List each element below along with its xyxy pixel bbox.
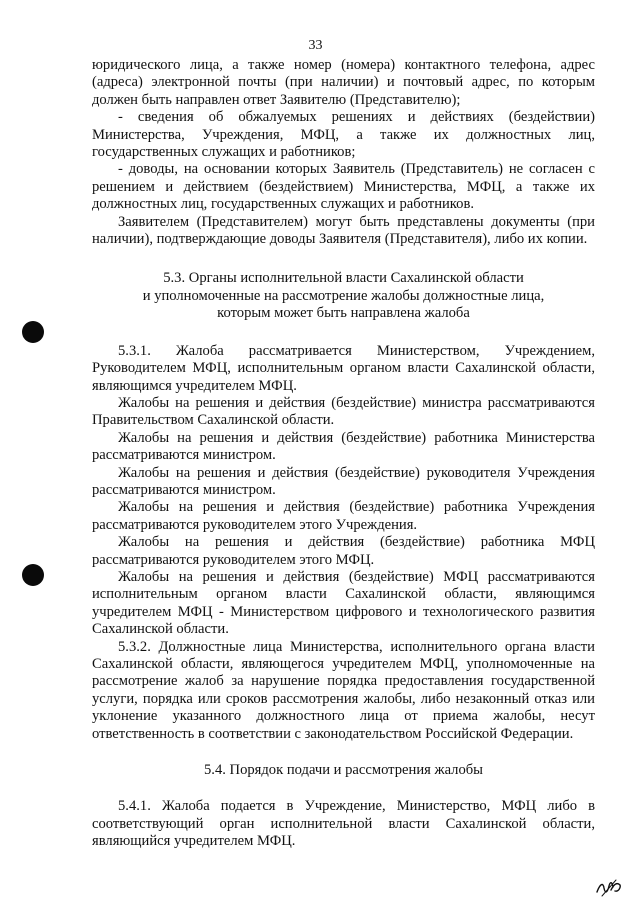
paragraph: юридического лица, а также номер (номера) контактного телефона, адрес (адреса) электронной почты (при наличии) и почтовый адрес, по которым должен быть направлен ответ Заявителю (Представителю); (92, 57, 595, 108)
punch-hole-bottom (22, 564, 44, 586)
section-heading-line: 5.3. Органы исполнительной власти Сахалинской области (163, 270, 524, 287)
section-heading-line: и уполномоченные на рассмотрение жалобы должностные лица, (142, 287, 545, 304)
document-body (92, 57, 595, 851)
spacer (92, 779, 595, 798)
paragraph: 5.4.1. Жалоба подается в Учреждение, Министерство, МФЦ либо в соответствующий орган исполнительной власти Сахалинской области, являющийся учредителем МФЦ. (92, 798, 595, 850)
paragraph: Жалобы на решения и действия (бездействие) работника Министерства рассматриваются министром. (92, 429, 595, 464)
page-number: 33 (308, 38, 323, 53)
spacer (92, 323, 595, 343)
punch-hole-top (22, 321, 44, 343)
paragraph: - доводы, на основании которых Заявитель (Представитель) не согласен с решением и действием (бездействием) Министерства, МФЦ, а также их должностных лиц, государственных служащих и работников. (92, 161, 595, 213)
paragraph: 5.3.1. Жалоба рассматривается Министерством, Учреждением, Руководителем МФЦ, исполнительным органом власти Сахалинской области, являющимся учредителем МФЦ. (92, 342, 595, 394)
signature-mark (594, 876, 624, 900)
paragraph: 5.3.2. Должностные лица Министерства, исполнительного органа власти Сахалинской области, являющегося учредителем МФЦ, уполномоченные на рассмотрение жалоб за нарушение порядка предоставления государственной услуги, порядка или сроков рассмотрения жалобы, либо незаконный отказ или уклонение указанного должностного лица от приема жалобы, несут ответственность в соответствии с законодательством Российской Федерации. (92, 638, 595, 742)
paragraph: - сведения об обжалуемых решениях и действиях (бездействии) Министерства, Учреждения, МФЦ, а также их должностных лиц, государственных служащих и работников; (92, 109, 595, 161)
paragraph: Жалобы на решения и действия (бездействие) руководителя Учреждения рассматриваются министром. (92, 464, 595, 498)
spacer (92, 248, 595, 270)
spacer (92, 743, 595, 762)
section-heading-line: которым может быть направлена жалоба (217, 305, 470, 322)
paragraph: Заявителем (Представителем) могут быть представлены документы (при наличии), подтверждающие доводы Заявителя (Представителя), либо их копии. (92, 213, 595, 248)
section-heading: 5.4. Порядок подачи и рассмотрения жалобы (204, 762, 483, 779)
paragraph: Жалобы на решения и действия (бездействие) работника МФЦ рассматриваются руководителем этого МФЦ. (92, 534, 595, 568)
paragraph: Жалобы на решения и действия (бездействие) министра рассматриваются Правительством Сахалинской области. (92, 394, 595, 429)
paragraph: Жалобы на решения и действия (бездействие) работника Учреждения рассматриваются руководителем этого Учреждения. (92, 499, 595, 533)
paragraph: Жалобы на решения и действия (бездействие) МФЦ рассматриваются исполнительным органом власти Сахалинской области, являющимся учредителем МФЦ - Министерством цифрового и технологического развития Сахалинской области. (92, 568, 595, 638)
